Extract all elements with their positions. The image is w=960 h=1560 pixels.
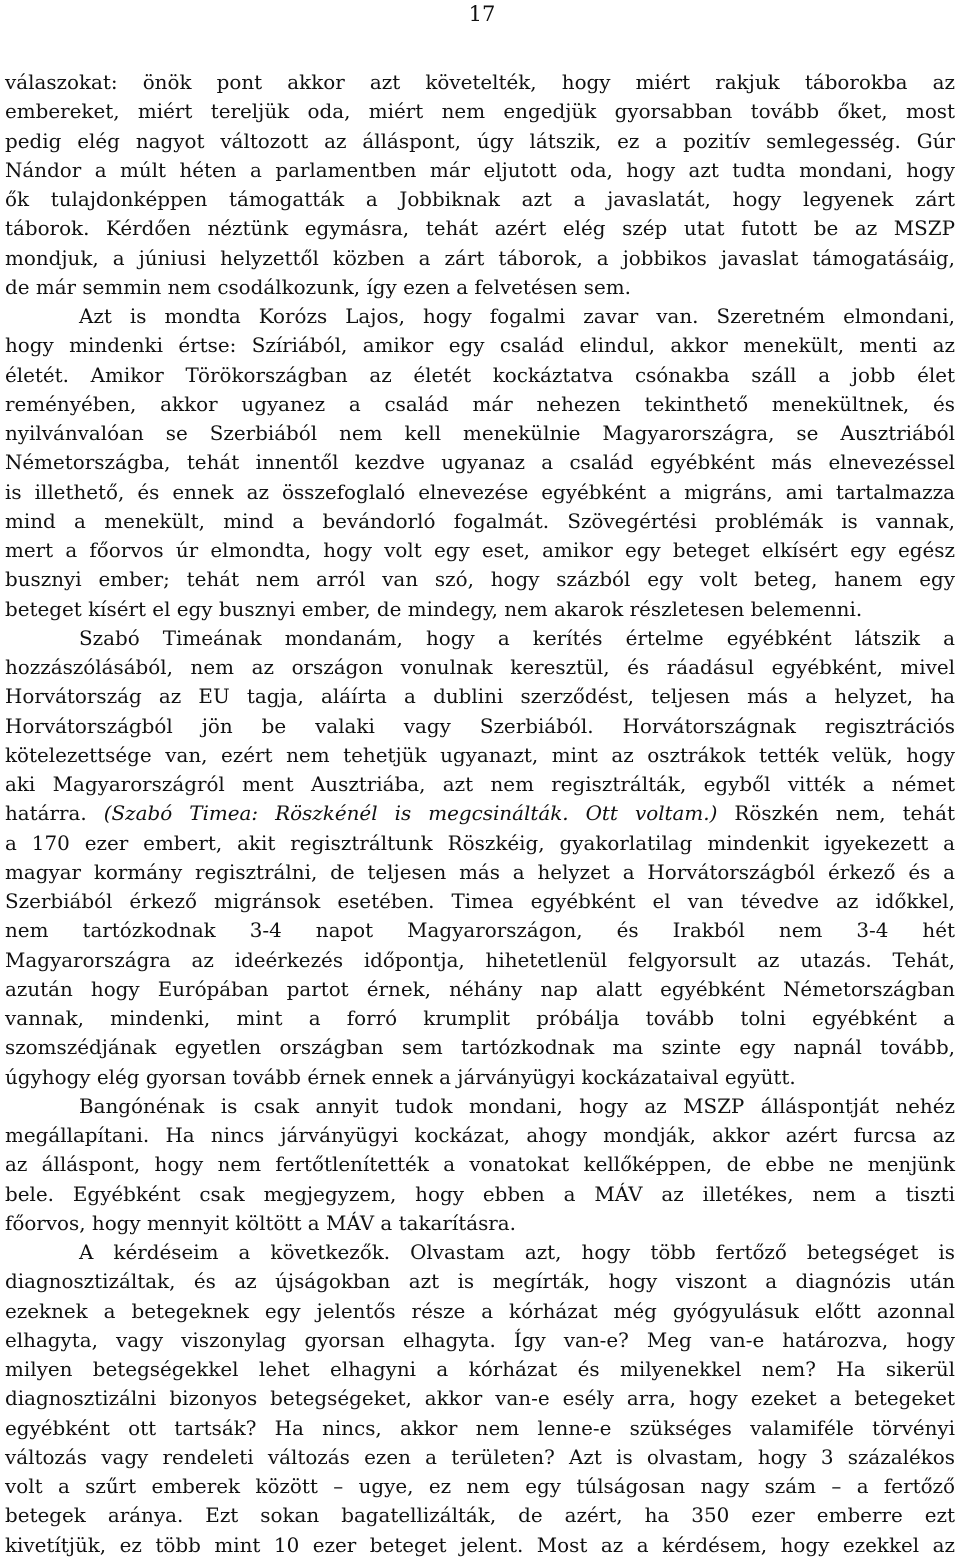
text-line: magyar kormány regisztrálni, de teljesen más a helyzet a Horvátországból érkező és a bbox=[5, 860, 955, 884]
text-line: milyen betegségekkel lehet elhagyni a kórházat és milyenekkel nem? Ha sikerül bbox=[5, 1358, 955, 1381]
text-line: embereket, miért tereljük oda, miért nem engedjük gyorsabban tovább őket, most bbox=[5, 100, 955, 124]
text-line: Szerbiából érkező migránsok esetében. Timea egyébként el van tévedve az időkkel, bbox=[5, 890, 955, 913]
text-line: hozzászólásából, nem az országon vonulnak keresztül, és ráadásul egyébként, mivel bbox=[5, 656, 955, 679]
text-line: szomszédjának egyetlen országban sem tartózkodnak ma szinte egy napnál tovább, bbox=[5, 1036, 955, 1060]
text-line: megállapítani. Ha nincs járványügyi kockázat, ahogy mondják, akkor azért furcsa az bbox=[5, 1124, 955, 1147]
text-line: táborok. Kérdően néztünk egymásra, tehát azért elég szép utat futott be az MSZP bbox=[5, 217, 955, 241]
text-line: vannak, mindenki, mint a forró krumplit próbálja tovább tolni egyébként a bbox=[5, 1007, 955, 1030]
text-line: válaszokat: önök pont akkor azt követelték, hogy miért rakjuk táborokba az bbox=[5, 71, 955, 94]
text-line: de már semmin nem csodálkozunk, így ezen a felvetésen sem. bbox=[5, 275, 631, 299]
text-line: hogy mindenki értse: Szíriából, amikor egy család elindul, akkor menekült, menti az bbox=[5, 334, 955, 358]
text-line: Magyarországra az ideérkezés időpontja, hihetetlenül felgyorsult az utazás. Tehát, bbox=[5, 948, 955, 972]
text-line: ők tulajdonképpen támogatták a Jobbiknak azt a javaslatát, hogy legyenek zárt bbox=[5, 188, 955, 211]
text-line: nyilvánvalóan se Szerbiából nem kell menekülnie Magyarországra, se Ausztriából bbox=[5, 422, 955, 445]
text-line: kötelezettsége van, ezért nem tehetjük ugyanazt, mint az osztrákok tették velük, hogy bbox=[5, 743, 955, 767]
text-line: egyébként ott tartsák? Ha nincs, akkor nem lenne-e szükséges valamiféle törvényi bbox=[5, 1416, 955, 1440]
text-line: betegek aránya. Ezt sokan bagatellizálták, de azért, ha 350 ezer emberre ezt bbox=[5, 1504, 955, 1528]
text-line: diagnosztizáltak, és az újságokban azt is megírták, hogy viszont a diagnózis után bbox=[5, 1270, 955, 1294]
text-line: Horvátország az EU tagja, aláírta a dublini szerződést, teljesen más a helyzet, ha bbox=[5, 685, 955, 709]
text-line: nem tartózkodnak 3-4 napot Magyarországon, és Irakból nem 3-4 hét bbox=[5, 919, 955, 943]
text-line: Szabó Timeának mondanám, hogy a kerítés értelme egyébként látszik a bbox=[79, 626, 955, 650]
text-line: elhagyta, vagy viszonylag gyorsan elhagyta. Így van-e? Meg van-e határozva, hogy bbox=[5, 1328, 955, 1352]
text-line: Azt is mondta Korózs Lajos, hogy fogalmi zavar van. Szeretném elmondani, bbox=[79, 305, 955, 328]
text-line: változás vagy rendeleti változás ezen a területen? Azt is olvastam, hogy 3 százalékos bbox=[5, 1445, 955, 1469]
text-line: kivetítjük, ez több mint 10 ezer beteget jelent. Most az a kérdésem, hogy ezekkel az bbox=[5, 1533, 955, 1557]
text-line: mert a főorvos úr elmondta, hogy volt egy eset, amikor egy beteget elkísért egy egész bbox=[5, 539, 955, 562]
text-line: a 170 ezer embert, akit regisztráltunk Röszkéig, gyakorlatilag mindenkit igyekezett a bbox=[5, 831, 955, 855]
interjection-text: (Szabó Timea: Röszkénél is megcsinálták. Ott voltam.) bbox=[103, 802, 718, 826]
text-line: ezeknek a betegeknek egy jelentős része a kórházat még gyógyulásuk előtt azonnal bbox=[5, 1299, 955, 1323]
text-line: aki Magyarországról ment Ausztriába, azt nem regisztrálták, egyből vitték a német bbox=[5, 773, 955, 796]
text-line: Németországba, tehát innentől kezdve ugyanaz a család egyébként más elnevezéssel bbox=[5, 451, 955, 475]
text-line: busznyi ember; tehát nem arról van szó, hogy százból egy volt beteg, hanem egy bbox=[5, 568, 955, 592]
text-line: Horvátországból jön be valaki vagy Szerbiából. Horvátországnak regisztrációs bbox=[5, 714, 955, 738]
text-line: reményében, akkor ugyanez a család már nehezen tekinthető menekültnek, és bbox=[5, 392, 955, 416]
text-line: mondjuk, a júniusi helyzettől közben a zárt táborok, a jobbikos javaslat támogatásáig, bbox=[5, 246, 955, 270]
text-line: beteget kísért el egy busznyi ember, de mindegy, nem akarok részletesen belemenni. bbox=[5, 597, 863, 621]
text-line: Nándor a múlt héten a parlamentben már eljutott oda, hogy azt tudta mondani, hogy bbox=[5, 158, 955, 182]
text-line: diagnosztizálni bizonyos betegségeket, akkor van-e esély arra, hogy ezeket a betegeket bbox=[5, 1387, 955, 1411]
text-line: is illethető, és ennek az összefoglaló elnevezése egyébként a migráns, ami tartalmazza bbox=[5, 480, 955, 504]
text-line: volt a szűrt emberek között – ugye, ez nem egy túlságosan nagy szám – a fertőző bbox=[5, 1475, 955, 1498]
text-segment: határra. bbox=[5, 802, 104, 826]
text-line: mind a menekült, mind a bevándorló fogalmát. Szövegértési problémák is vannak, bbox=[5, 509, 955, 533]
text-line: úgyhogy elég gyorsan tovább érnek ennek a járványügyi kockázataival együtt. bbox=[5, 1065, 796, 1089]
text-line: főorvos, hogy mennyit költött a MÁV a takarításra. bbox=[5, 1211, 516, 1235]
text-line: életét. Amikor Törökországban az életét kockáztatva csónakba száll a jobb élet bbox=[5, 363, 955, 387]
document-body bbox=[5, 68, 955, 1560]
text-line: az álláspont, hogy nem fertőtlenítették a vonatokat kellőképpen, de ebbe ne menjünk bbox=[5, 1153, 955, 1177]
text-line: A kérdéseim a következők. Olvastam azt, hogy több fertőző betegséget is bbox=[79, 1241, 955, 1264]
text-line: pedig elég nagyot változott az álláspont, úgy látszik, ez a pozitív semlegesség. Gúr bbox=[5, 129, 955, 153]
text-line: azután hogy Európában partot érnek, néhány nap alatt egyébként Németországban bbox=[5, 977, 955, 1001]
page-number: 17 bbox=[468, 2, 496, 26]
text-line: bele. Egyébként csak megjegyzem, hogy ebben a MÁV az illetékes, nem a tiszti bbox=[5, 1182, 955, 1206]
text-segment: Röszkén nem, tehát bbox=[717, 802, 955, 826]
text-line bbox=[5, 799, 955, 828]
text-line: Bangónénak is csak annyit tudok mondani, hogy az MSZP álláspontját nehéz bbox=[79, 1094, 955, 1118]
